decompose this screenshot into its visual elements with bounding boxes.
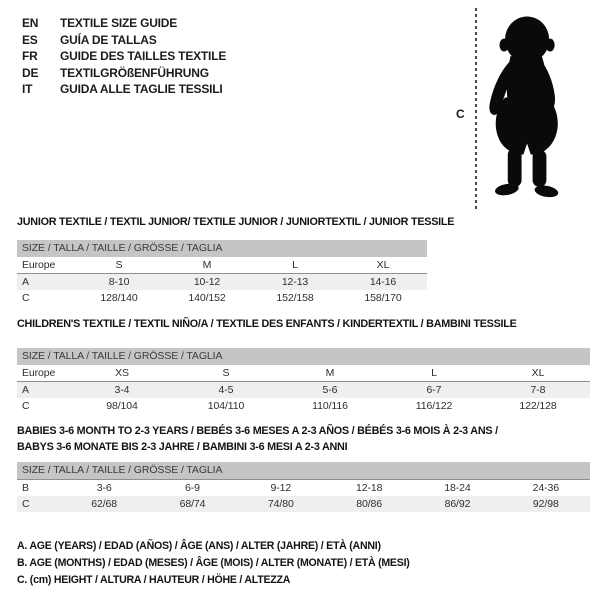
language-title: TEXTILE SIZE GUIDE (60, 16, 178, 30)
junior-size-table (17, 240, 427, 306)
size-cell: L (292, 259, 298, 271)
age-cell: 7-8 (530, 384, 546, 396)
size-header-band: SIZE / TALLA / TAILLE / GRÖSSE / TAGLIA (17, 348, 590, 365)
height-cell: 92/98 (532, 498, 559, 510)
age-cell: 5-6 (322, 384, 338, 396)
size-cell: XL (531, 367, 545, 379)
size-cell: XS (115, 367, 129, 379)
babies-title-line2: BABYS 3-6 MONATE BIS 2-3 JAHRE / BAMBINI 3-6 MESI A 2-3 ANNI (17, 440, 348, 453)
age-cell: 10-12 (193, 276, 221, 288)
children-size-table (17, 348, 590, 414)
height-cell: 116/122 (415, 400, 453, 412)
height-cell: 152/158 (276, 292, 314, 304)
size-header-band: SIZE / TALLA / TAILLE / GRÖSSE / TAGLIA (17, 240, 427, 257)
language-code: IT (22, 82, 33, 96)
height-cell: 80/86 (356, 498, 383, 510)
language-title: GUIDA ALLE TAGLIE TESSILI (60, 82, 223, 96)
age-cell: 24-36 (532, 482, 559, 494)
height-measure-dashed-line (475, 8, 477, 212)
age-cell: 12-13 (281, 276, 309, 288)
height-cell: 62/68 (91, 498, 118, 510)
toddler-silhouette (482, 8, 574, 210)
age-cell: 8-10 (108, 276, 130, 288)
language-row-de (22, 65, 226, 82)
language-title: GUIDE DES TAILLES TEXTILE (60, 49, 227, 63)
language-code: DE (22, 65, 39, 80)
language-code: FR (22, 49, 38, 63)
size-cell: L (431, 367, 437, 379)
row-label: C (22, 400, 30, 412)
height-cell: 140/152 (188, 292, 226, 304)
footnote-b: B. AGE (MONTHS) / EDAD (MESES) / ÂGE (MOIS) / ALTER (MONATE) / ETÀ (MESI) (17, 556, 410, 569)
row-label: A (22, 384, 29, 396)
language-row-en (22, 15, 226, 32)
language-title-block (22, 15, 226, 98)
age-cell: 9-12 (270, 482, 292, 494)
size-cell: S (115, 259, 123, 271)
height-cell: 122/128 (519, 400, 557, 412)
height-cell: 110/116 (312, 400, 348, 412)
babies-section-title (17, 424, 498, 455)
table-row-height (17, 496, 590, 512)
footnotes-block (17, 538, 410, 588)
row-label: Europe (22, 367, 56, 379)
size-cell: S (222, 367, 230, 379)
height-cell: 68/74 (179, 498, 206, 510)
row-label: A (22, 276, 29, 288)
table-row-age (17, 274, 427, 290)
height-cell: 104/110 (207, 400, 245, 412)
size-cell: XL (376, 259, 390, 271)
footnote-a: A. AGE (YEARS) / EDAD (AÑOS) / ÂGE (ANS) / ALTER (JAHRE) / ETÀ (ANNI) (17, 540, 381, 552)
table-row-height (17, 398, 590, 414)
age-cell: 3-4 (114, 384, 130, 396)
language-code: ES (22, 32, 38, 47)
language-title: GUÍA DE TALLAS (60, 32, 157, 47)
junior-section-title: JUNIOR TEXTILE / TEXTIL JUNIOR/ TEXTILE JUNIOR / JUNIORTEXTIL / JUNIOR TESSILE (17, 216, 455, 228)
age-cell: 3-6 (96, 482, 112, 494)
table-row-europe (17, 257, 427, 274)
age-cell: 6-9 (185, 482, 200, 494)
children-section-title: CHILDREN'S TEXTILE / TEXTIL NIÑO/A / TEXTILE DES ENFANTS / KINDERTEXTIL / BAMBINI TESSILE (17, 318, 517, 330)
age-cell: 12-18 (355, 482, 383, 494)
height-cell: 98/104 (106, 400, 138, 412)
babies-title-line1: BABIES 3-6 MONTH TO 2-3 YEARS / BEBÉS 3-6 MESES A 2-3 AÑOS / BÉBÉS 3-6 MOIS À 2-3 ANS / (17, 425, 498, 437)
language-row-es (22, 32, 226, 49)
height-cell: 86/92 (444, 498, 471, 510)
age-cell: 18-24 (444, 482, 471, 494)
size-cell: M (325, 367, 335, 379)
height-cell: 128/140 (100, 292, 138, 304)
table-row-age (17, 382, 590, 398)
height-measure-label: C (456, 107, 465, 121)
footnote-c: C. (cm) HEIGHT / ALTURA / HAUTEUR / HÖHE / ALTEZZA (17, 573, 291, 586)
row-label: C (22, 292, 30, 304)
age-cell: 4-5 (218, 384, 234, 396)
babies-size-table (17, 462, 590, 512)
language-code: EN (22, 16, 39, 30)
size-cell: M (202, 259, 212, 271)
row-label: C (22, 498, 30, 510)
row-label: Europe (22, 259, 56, 271)
age-cell: 6-7 (426, 384, 442, 396)
language-row-it (22, 81, 226, 98)
row-label: B (22, 482, 29, 494)
age-cell: 14-16 (369, 276, 397, 288)
height-cell: 158/170 (364, 292, 402, 304)
table-row-europe (17, 365, 590, 382)
table-row-height (17, 290, 427, 306)
language-row-fr (22, 48, 226, 65)
height-cell: 74/80 (267, 498, 294, 510)
table-row-age-months (17, 480, 590, 496)
language-title: TEXTILGRÖßENFÜHRUNG (60, 65, 209, 80)
size-header-band: SIZE / TALLA / TAILLE / GRÖSSE / TAGLIA (17, 462, 590, 480)
